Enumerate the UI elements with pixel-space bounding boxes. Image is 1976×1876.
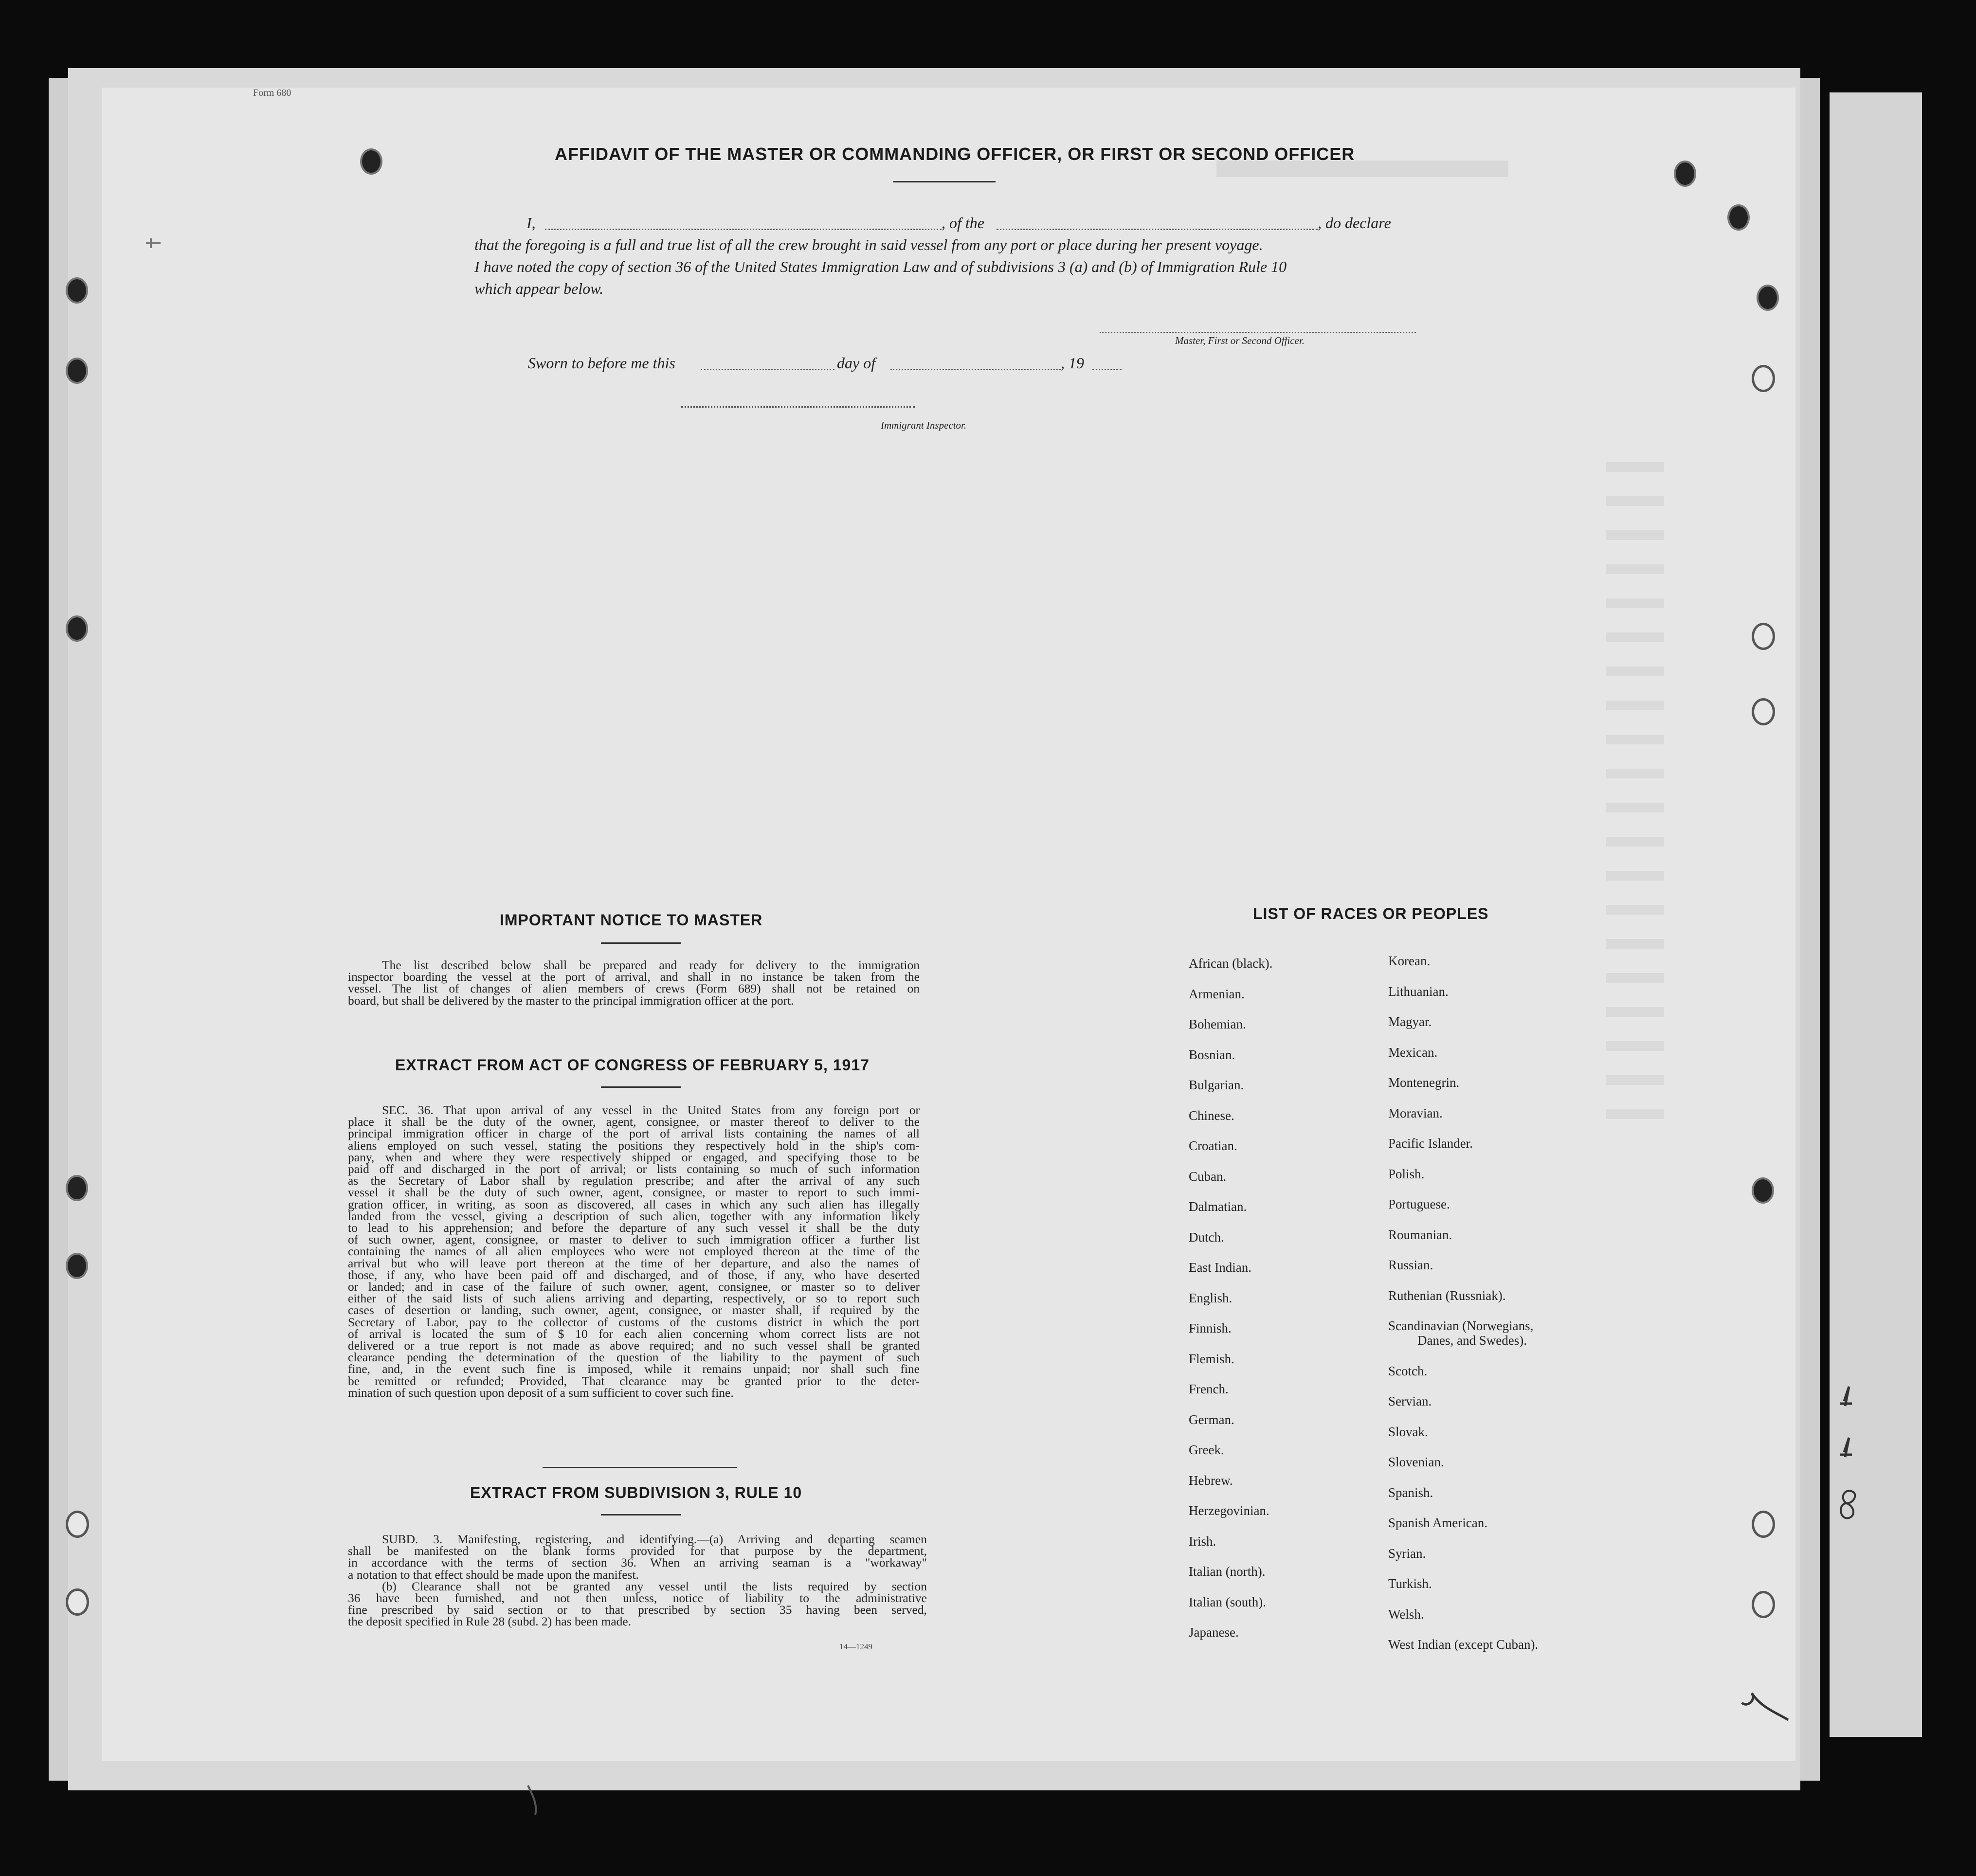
paragraph-line: principal immigration officer in charge of the port of arrival lists containing the names of all xyxy=(348,1126,920,1141)
race-item: Bosnian. xyxy=(1189,1047,1235,1062)
paragraph-line: a notation to that effect should be made upon the manifest. xyxy=(348,1567,639,1582)
race-item: Welsh. xyxy=(1388,1606,1424,1622)
race-item: Korean. xyxy=(1388,954,1431,968)
print-code: 14—1249 xyxy=(839,1642,872,1651)
paragraph-line: board, but shall be delivered by the master to the principal immigration officer at the port. xyxy=(348,993,794,1008)
race-item: Dalmatian. xyxy=(1189,1199,1247,1214)
paragraph-line: of arrival is located the sum of $ 10 for each alien concerning whom correct lists are not xyxy=(348,1326,920,1341)
paragraph-line: vessel. The list of changes of alien members of crews (Form 689) shall not be retained on xyxy=(348,981,920,996)
race-item: Syrian. xyxy=(1388,1546,1426,1561)
paragraph-line: those, if any, who have been paid off and discharged, and of those, if any, who have deserted xyxy=(348,1267,920,1282)
paragraph-line: paid off and discharged in the port of arrival; or lists containing so much of such information xyxy=(348,1162,920,1176)
paragraph-line: to lead to his apprehension; and before the departure of any such vessel it shall be the duty xyxy=(348,1221,920,1235)
form-number: Form 680 xyxy=(253,88,291,98)
race-item: Lithuanian. xyxy=(1388,984,1449,999)
paragraph-line: place it shall be the duty of the owner, agent, consignee, or master thereof to deliver to the xyxy=(348,1115,920,1129)
paragraph-line: landed from the vessel, giving a description of such alien, together with any information likely xyxy=(348,1209,920,1223)
paragraph-line: arrival but who will leave port thereon at the time of her departure, and also the names of xyxy=(348,1256,920,1270)
race-item: Cuban. xyxy=(1189,1169,1227,1184)
race-item: Spanish. xyxy=(1388,1485,1433,1500)
paragraph-line: cases of desertion or landing, such owner, agent, consignee, or master shall, if required by the xyxy=(348,1303,920,1317)
race-item: Italian (south). xyxy=(1189,1594,1266,1609)
paragraph-line: containing the names of all alien employees who were not employed thereon at the time of the xyxy=(348,1244,920,1259)
race-item: Servian. xyxy=(1388,1394,1432,1408)
paragraph-line: mination of such question upon deposit of a sum sufficient to cover such fine. xyxy=(348,1385,734,1400)
race-item: Roumanian. xyxy=(1388,1227,1452,1242)
race-item: Armenian. xyxy=(1189,986,1245,1001)
race-item: West Indian (except Cuban). xyxy=(1388,1637,1539,1652)
race-item: Spanish American. xyxy=(1388,1515,1487,1530)
affidavit-line1-of-the: , of the xyxy=(942,214,984,232)
sworn-prefix: Sworn to before me this xyxy=(528,354,675,372)
races-title: LIST OF RACES OR PEOPLES xyxy=(1253,905,1489,922)
race-item: Portuguese. xyxy=(1388,1197,1450,1211)
race-item: Chinese. xyxy=(1189,1108,1234,1123)
paragraph-line: as the Secretary of Labor shall by regulation prescribe; and after the arrival of any such xyxy=(348,1173,920,1188)
paragraph-line: either of the said lists of such aliens arriving and departing, respectively, or so to report such xyxy=(348,1291,920,1306)
race-item: French. xyxy=(1189,1382,1229,1396)
race-item: African (black). xyxy=(1189,956,1273,971)
race-item: Greek. xyxy=(1189,1443,1224,1457)
race-item: Montenegrin. xyxy=(1388,1075,1460,1090)
paragraph-line: or landed; and in case of the failure of such owner, agent, consignee, or master so to deliver xyxy=(348,1280,920,1294)
paragraph-line: inspector boarding the vessel at the port of arrival, and shall in no instance be taken from the xyxy=(348,970,920,984)
sworn-day-of: day of xyxy=(837,354,876,372)
race-item: Pacific Islander. xyxy=(1388,1136,1473,1151)
race-item: Russian. xyxy=(1388,1258,1433,1272)
race-item: Scotch. xyxy=(1388,1363,1428,1378)
paragraph-line: the deposit specified in Rule 28 (subd. 2) has been made. xyxy=(348,1614,632,1629)
paragraph-line: gration officer, in writing, as soon as discovered, all cases in which any such alien has illegally xyxy=(348,1197,920,1211)
paragraph-line: pany, when and where they were respectively shipped or engaged, and specifying those to be xyxy=(348,1150,920,1164)
paragraph-line: Secretary of Labor, pay to the collector of customs of the customs district in which the port xyxy=(348,1315,920,1329)
race-item: Moravian. xyxy=(1388,1105,1443,1120)
officer-signature-caption: Master, First or Second Officer. xyxy=(1175,335,1305,346)
race-item: Bulgarian. xyxy=(1189,1078,1244,1092)
paragraph-line: vessel it shall be the duty of such owner, agent, consignee, or master to report to such immi- xyxy=(348,1185,920,1200)
race-item: Ruthenian (Russniak). xyxy=(1388,1288,1506,1303)
race-item: Italian (north). xyxy=(1189,1564,1266,1579)
race-item: Japanese. xyxy=(1189,1625,1239,1640)
race-item: Slovak. xyxy=(1388,1424,1428,1439)
race-item: English. xyxy=(1189,1290,1233,1305)
act-title: EXTRACT FROM ACT OF CONGRESS OF FEBRUARY 5, 1917 xyxy=(395,1056,870,1074)
affidavit-line4: which appear below. xyxy=(474,280,604,297)
rule-title: EXTRACT FROM SUBDIVISION 3, RULE 10 xyxy=(470,1484,802,1501)
race-item: East Indian. xyxy=(1189,1260,1251,1275)
paragraph-line: aliens employed on such vessel, stating the positions they respectively hold in the ship's com- xyxy=(348,1138,920,1153)
race-item: Turkish. xyxy=(1388,1576,1432,1591)
affidavit-line1-i: I, xyxy=(526,214,536,232)
race-item: Scandinavian (Norwegians, xyxy=(1388,1318,1534,1333)
sworn-year: , 19 xyxy=(1061,354,1084,372)
race-item: Danes, and Swedes). xyxy=(1417,1333,1527,1348)
paragraph-line: SUBD. 3. Manifesting, registering, and identifying.—(a) Arriving and departing seamen xyxy=(382,1532,927,1546)
paragraph-line: in accordance with the terms of section 36. When an arriving seaman is a "workaway" xyxy=(348,1555,927,1570)
race-item: Hebrew. xyxy=(1189,1473,1233,1488)
race-item: Flemish. xyxy=(1189,1351,1234,1366)
race-item: Finnish. xyxy=(1189,1321,1232,1335)
paragraph-line: be remitted or refunded; Provided, That clearance may be granted prior to the deter- xyxy=(348,1373,920,1388)
race-item: Polish. xyxy=(1388,1166,1425,1181)
race-item: Croatian. xyxy=(1189,1138,1237,1153)
notice-title: IMPORTANT NOTICE TO MASTER xyxy=(500,911,763,929)
paragraph-line: fine, and, in the event such fine is imposed, while it remains unpaid; nor shall such fine xyxy=(348,1362,920,1376)
paragraph-line: fine prescribed by said section or to that prescribed by section 35 having been served, xyxy=(348,1603,927,1617)
paragraph-line: 36 have been furnished, and not then unless, notice of liability to the administrative xyxy=(348,1591,927,1605)
affidavit-line1-declare: , do declare xyxy=(1318,214,1391,232)
race-item: Irish. xyxy=(1189,1533,1216,1549)
race-item: Bohemian. xyxy=(1189,1017,1246,1031)
race-item: Dutch. xyxy=(1189,1229,1224,1245)
race-item: Mexican. xyxy=(1388,1045,1438,1060)
paragraph-line: The list described below shall be prepared and ready for delivery to the immigration xyxy=(382,958,920,972)
race-item: German. xyxy=(1189,1412,1234,1427)
paragraph-line: shall be manifested on the blank forms provided for that purpose by the department, xyxy=(348,1544,927,1558)
race-item: Herzegovinian. xyxy=(1189,1503,1269,1518)
paragraph-line: delivered or a true report is not made as above required; and no such vessel shall be granted xyxy=(348,1338,920,1353)
race-item: Slovenian. xyxy=(1388,1455,1444,1469)
race-item: Magyar. xyxy=(1388,1014,1432,1029)
paragraph-line: clearance pending the determination of the question of the liability to the payment of such xyxy=(348,1350,920,1365)
paragraph-line: of such owner, agent, consignee, or master to deliver to such immigration officer a further list xyxy=(348,1232,920,1247)
affidavit-title: AFFIDAVIT OF THE MASTER OR COMMANDING OFFICER, OR FIRST OR SECOND OFFICER xyxy=(555,144,1355,164)
affidavit-line3: I have noted the copy of section 36 of the United States Immigration Law and of subdivisions 3 (a) and (b) of Immigration Rule 10 xyxy=(474,258,1287,275)
paragraph-line: SEC. 36. That upon arrival of any vessel in the United States from any foreign port or xyxy=(382,1103,920,1117)
paragraph-line: (b) Clearance shall not be granted any vessel until the lists required by section xyxy=(382,1579,927,1593)
inspector-caption: Immigrant Inspector. xyxy=(881,419,967,431)
affidavit-line2: that the foregoing is a full and true list of all the crew brought in said vessel from any port or place during her present voyage. xyxy=(474,236,1263,253)
